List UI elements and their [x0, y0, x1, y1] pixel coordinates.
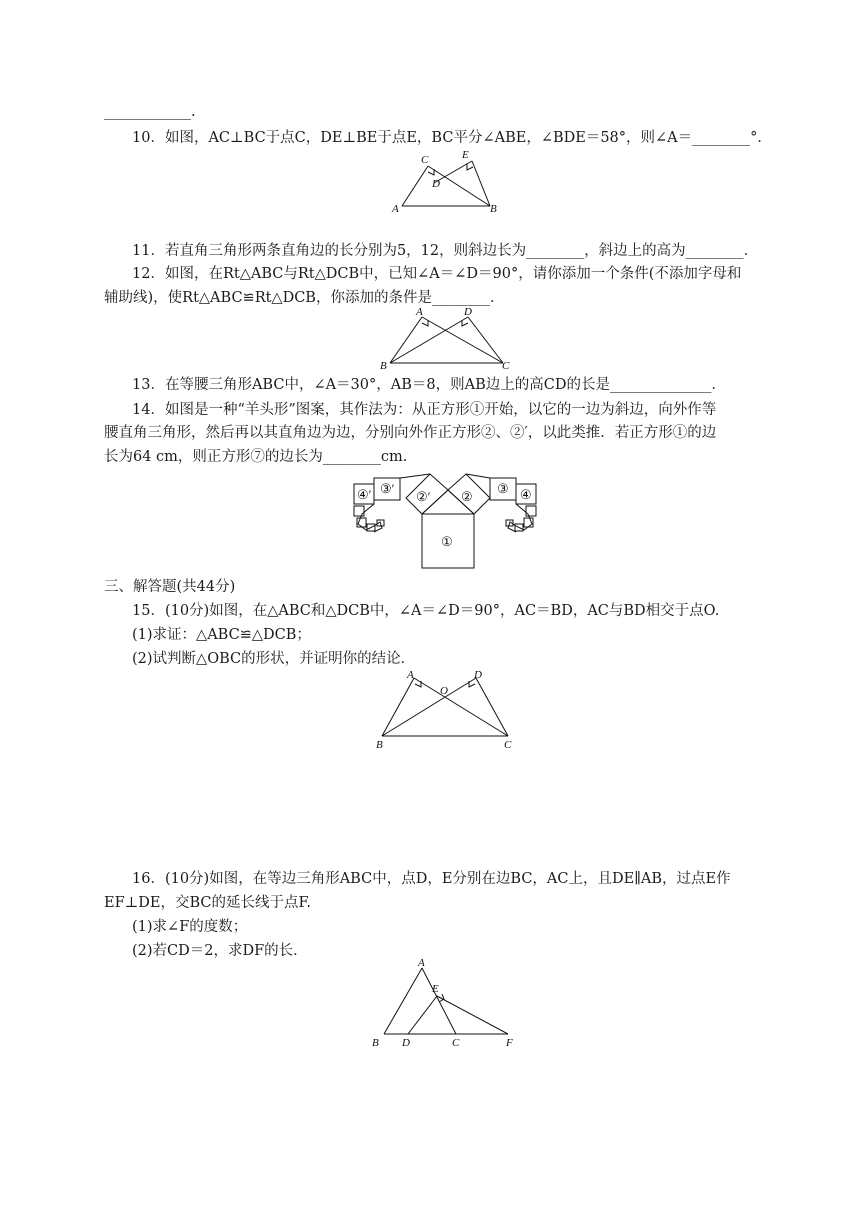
question-15-text: 15．(10分)如图，在△ABC和△DCB中，∠A＝∠D＝90°，AC＝BD，AC与BD相交于点O.	[132, 603, 720, 619]
question-16-part2: (2)若CD＝2，求DF的长．	[132, 943, 308, 959]
q16-label-f: F	[506, 1037, 513, 1049]
q10-label-a: A	[392, 203, 399, 215]
q10-label-c: C	[421, 154, 429, 166]
q10-label-e: E	[462, 149, 469, 161]
q10-figure	[390, 148, 510, 218]
q12-label-a: A	[416, 306, 423, 318]
question-14-line3: 长为64 cm，则正方形⑦的边长为________cm.	[104, 449, 408, 465]
q14-label-square-4: ④	[520, 487, 532, 502]
q14-label-square-4-prime: ④′	[357, 487, 372, 502]
question-10-text: 10．如图，AC⊥BC于点C，DE⊥BE于点E，BC平分∠ABE，∠BDE＝58°，则∠A＝________°．	[132, 130, 772, 146]
q10-label-d: D	[432, 178, 440, 190]
top-answer-blank: ____________.	[104, 104, 196, 120]
q15-label-a: A	[407, 669, 414, 681]
question-12-line1: 12．如图，在Rt△ABC与Rt△DCB中，已知∠A＝∠D＝90°，请你添加一个条件(不添加字母和	[132, 266, 742, 282]
q12-label-c: C	[502, 360, 510, 372]
q14-label-square-3: ③	[497, 481, 509, 496]
question-14-line2: 腰直角三角形，然后再以其直角边为边，分别向外作正方形②、②′，以此类推．若正方形①的边	[104, 425, 717, 441]
question-15-part2: (2)试判断△OBC的形状，并证明你的结论．	[132, 651, 416, 667]
q16-label-b: B	[372, 1037, 379, 1049]
q16-label-e: E	[432, 983, 439, 995]
q10-label-b: B	[490, 203, 497, 215]
question-11-text: 11．若直角三角形两条直角边的长分别为5，12，则斜边长为________，斜边上的高为________．	[132, 243, 759, 259]
q14-ram-head-figure	[340, 470, 540, 572]
q16-label-d: D	[402, 1037, 410, 1049]
q14-label-square-1: ①	[441, 534, 453, 549]
q12-label-d: D	[464, 306, 472, 318]
question-16-part1: (1)求∠F的度数；	[132, 919, 248, 935]
question-13-text: 13．在等腰三角形ABC中，∠A＝30°，AB＝8，则AB边上的高CD的长是______________．	[132, 377, 726, 393]
q14-label-square-2: ②	[461, 489, 473, 504]
q12-label-b: B	[380, 360, 387, 372]
question-14-line1: 14．如图是一种“羊头形”图案，其作法为：从正方形①开始，以它的一边为斜边，向外作等	[132, 402, 717, 418]
q15-figure	[370, 668, 520, 752]
q14-label-square-2-prime: ②′	[416, 489, 431, 504]
q15-label-d: D	[474, 669, 482, 681]
q15-label-c: C	[504, 739, 512, 751]
q16-label-a: A	[418, 957, 425, 969]
question-15-part1: (1)求证：△ABC≌△DCB；	[132, 627, 311, 643]
question-16-line2: EF⊥DE，交BC的延长线于点F.	[104, 895, 311, 911]
q14-label-square-3-prime: ③′	[380, 481, 395, 496]
question-16-line1: 16．(10分)如图，在等边三角形ABC中，点D，E分别在边BC，AC上，且DE∥AB，过点E作	[132, 871, 731, 887]
q16-figure	[368, 954, 528, 1054]
section-3-heading: 三、解答题(共44分)	[104, 579, 236, 595]
q15-label-b: B	[376, 739, 383, 751]
q12-figure	[378, 303, 518, 375]
question-12-line2: 辅助线)，使Rt△ABC≌Rt△DCB，你添加的条件是________．	[104, 290, 505, 306]
q16-label-c: C	[452, 1037, 460, 1049]
q15-label-o: O	[440, 685, 448, 697]
